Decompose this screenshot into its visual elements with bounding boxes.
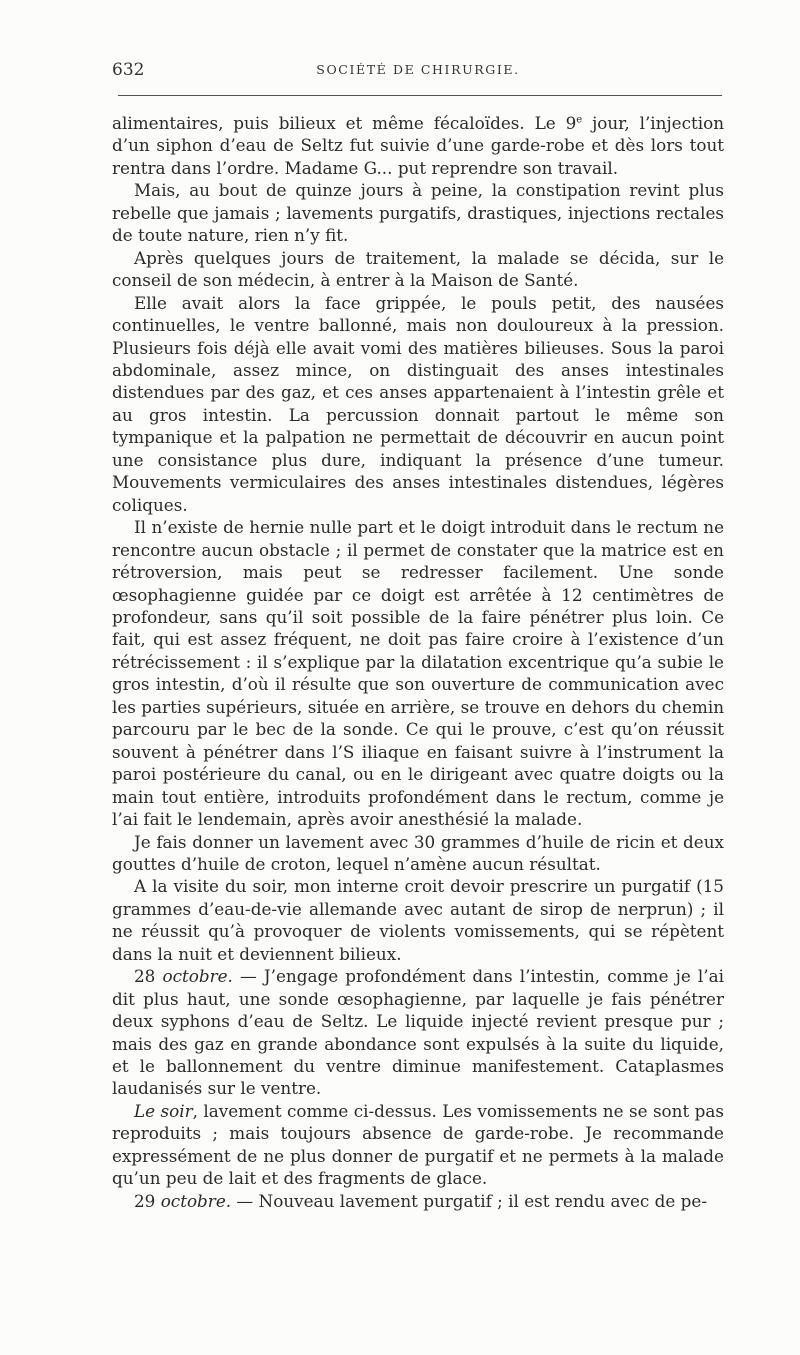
italic-text: octobre. [160,1190,232,1211]
paragraph [112,1100,724,1190]
paragraph [112,292,724,517]
text-run: Mais, au bout de quinze jours à peine, la constipation revint plus rebelle que jamais ; lavements purgatifs, drastiques, injections rectales de toute nature, rien n’y fit. [112,180,724,246]
paragraph [112,875,724,965]
text-run: 29 [134,1190,161,1211]
paragraph [112,1190,724,1212]
paragraph [112,516,724,830]
running-head: SOCIÉTÉ DE CHIRURGIE. [316,62,520,77]
paragraph [112,112,724,179]
page-number: 632 [112,60,145,80]
paragraph [112,965,724,1100]
text-run: A la visite du soir, mon interne croit devoir prescrire un purgatif (15 grammes d’eau-de-vie allemande avec autant de sirop de nerprun) ; il ne réussit qu’à provoquer de violents vomissements, qui se répètent dans la nuit et deviennent bilieux. [112,876,724,964]
text-run: — Nouveau lavement purgatif ; il est rendu avec de pe- [231,1190,708,1211]
page-header [112,60,724,84]
italic-text: Le soir [134,1100,193,1121]
paragraph [112,247,724,292]
text-run: — J’engage profondément dans l’intestin, comme je l’ai dit plus haut, une sonde œsophagienne, par laquelle je fais pénétrer deux syphons d’eau de Seltz. Le liquide injecté revient presque pur ; mais des gaz en grande abondance sont expulsés à la suite du liquide, et le ballonnement du ventre diminue manifestement. Cataplasmes laudanisés sur le ventre. [112,966,724,1099]
text-run: Il n’existe de hernie nulle part et le doigt introduit dans le rectum ne rencontre aucun obstacle ; il permet de constater que la matrice est en rétroversion, mais peut se redresser facilement. Une sonde œsophagienne guidée par ce doigt est arrêtée à 12 centimètres de profondeur, sans qu’il soit possible de la faire pénétrer plus loin. Ce fait, qui est assez fréquent, ne doit pas faire croire à l’existence d’un rétrécissement : il s’explique par la dilatation excentrique qu’a subie le gros intestin, d’où il résulte que son ouverture de communication avec les parties supérieurs, située en arrière, se trouve en dehors du chemin parcouru par le bec de la sonde. Ce qui le prouve, c’est qu’on réussit souvent à pénétrer dans l’S iliaque en faisant suivre à l’instrument la paroi postérieure du canal, ou en le dirigeant avec quatre doigts ou la main tout entière, introduits profondément dans le rectum, comme je l’ai fait le lendemain, après avoir anesthésié la malade. [112,517,724,830]
text-run: alimentaires, puis bilieux et même fécaloïdes. Le 9 [112,113,577,133]
text-run: , lavement comme ci-dessus. Les vomissements ne se sont pas reproduits ; mais toujours absence de garde-robe. Je recommande expressément de ne plus donner de purgatif et ne permets à la malade qu’un peu de lait et des fragments de glace. [112,1100,724,1189]
text-run: Je fais donner un lavement avec 30 grammes d’huile de ricin et deux gouttes d’huile de croton, lequel n’amène aucun résultat. [112,831,724,874]
paragraph [112,179,724,246]
paragraph [112,831,724,876]
text-run: 28 [134,966,163,987]
text-run: Elle avait alors la face grippée, le pouls petit, des nausées continuelles, le ventre ballonné, mais non douloureux à la pression. Plusieurs fois déjà elle avait vomi des matières bilieuses. Sous la paroi abdominale, assez mince, on distinguait des anses intestinales distendues par des gaz, et ces anses appartenaient à l’intestin grêle et au gros intestin. La percussion donnait partout le même son tympanique et la palpation ne permettait de découvrir en aucun point une consistance plus dure, indiquant la présence d’une tumeur. Mouvements vermiculaires des anses intestinales distendues, légères coliques. [112,292,724,515]
body-text [112,112,724,1212]
text-run: Après quelques jours de traitement, la malade se décida, sur le conseil de son médecin, à entrer à la Maison de Santé. [112,247,724,291]
header-rule [118,95,722,96]
text-run: jour, l’injection d’un siphon d’eau de Seltz fut suivie d’une garde-robe et dès lors tout rentra dans l’ordre. Madame G... put reprendre son travail. [112,113,725,178]
italic-text: octobre. [162,966,233,987]
superscript: e [576,114,583,126]
